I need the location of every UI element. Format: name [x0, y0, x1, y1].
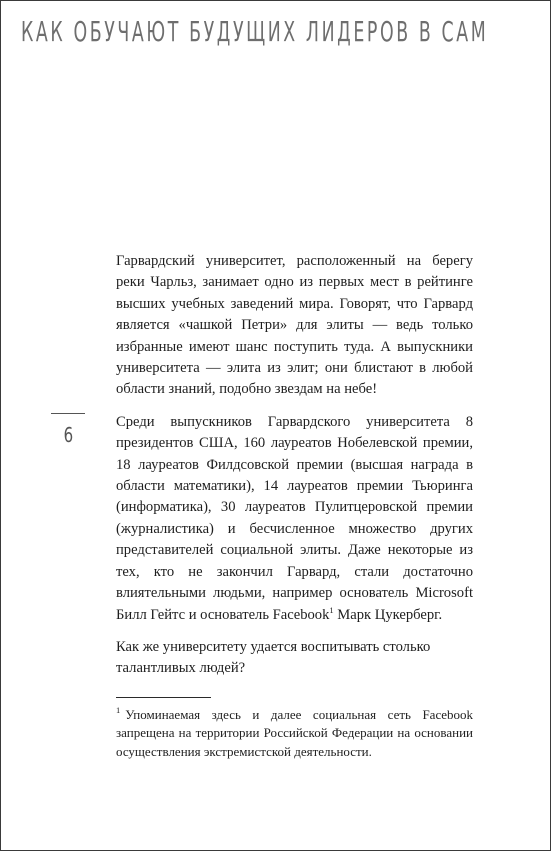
footnote-rule [116, 697, 211, 698]
body-text [116, 251, 473, 761]
paragraph-alumni-text: Среди выпускников Гарвардского университета 8 президентов США, 160 лауреатов Нобелевской премии, 18 лауреатов Филдсовской премии (высшая награда в области математики), 14 лауреатов премии Тьюринга (информатика), 30 лауреатов Пулитцеровской премии (журналистика) и бесчисленное множество других представителей социальной элиты. Даже некоторые из тех, кто не закончил Гарвард, стали достаточно влиятельными людьми, например основатель Microsoft Билл Гейтс и основатель Facebook [116, 413, 473, 623]
footnote: $^1$ Упоминаемая здесь и далее социальная сеть Facebook запрещена на территории Российской Федерации на основании осуществления экстремистской деятельности. [116, 705, 473, 759]
paragraph-harvard-alumni [116, 412, 473, 626]
footnote-text: Упоминаемая здесь и далее социальная сеть Facebook запрещена на территории Российской Федерации на основании осуществления экстремистской деятельности. [116, 706, 473, 759]
page-number-block [51, 413, 85, 447]
running-head: КАК ОБУЧАЮТ БУДУЩИХ ЛИДЕРОВ В САМ [21, 15, 489, 48]
paragraph-harvard-intro: Гарвардский университет, расположенный на берегу реки Чарльз, занимает одно из первых мест в рейтинге высших учебных заведений мира. Говорят, что Гарвард является «чашкой Петри» для элиты — ведь только избранные имеют шанс поступить туда. А выпускники университета — элита из элит; они блистают в любой области знаний, подобно звездам на небе! [116, 253, 473, 398]
paragraph-alumni-tail: Марк Цукерберг. [333, 606, 443, 623]
page-number: 6 [63, 423, 73, 447]
page-number-rule [51, 413, 85, 414]
paragraph-question: Как же университету удается воспитывать столько талантливых людей? [116, 638, 431, 677]
footnote-reference[interactable]: 1 [329, 604, 334, 615]
